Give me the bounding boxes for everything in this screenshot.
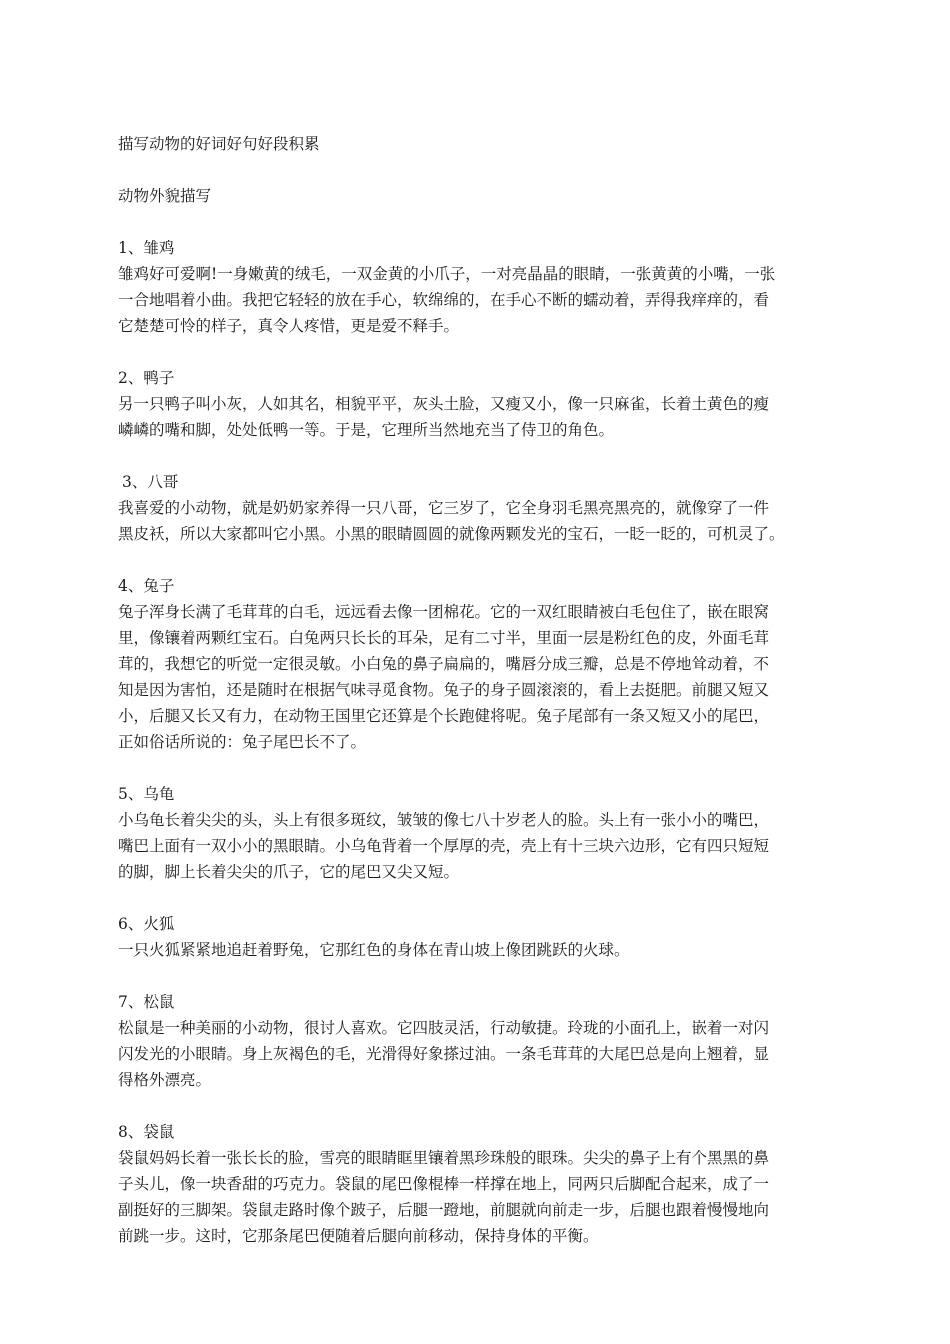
entry-body-line: 的脚，脚上长着尖尖的爪子，它的尾巴又尖又短。 (118, 863, 460, 881)
entry-block (118, 469, 838, 547)
entry-body-line: 小乌龟长着尖尖的头，头上有很多斑纹，皱皱的像七八十岁老人的脸。头上有一张小小的嘴巴， (118, 811, 770, 829)
entry-body (118, 937, 838, 963)
entry-heading: 4、兔子 (118, 577, 175, 595)
entry-list (118, 235, 838, 1249)
entry-heading: 6、火狐 (118, 915, 175, 933)
entry-body-line: 茸的，我想它的听觉一定很灵敏。小白兔的鼻子扁扁的，嘴唇分成三瓣，总是不停地耸动着，不 (118, 655, 770, 673)
entry-body-line: 松鼠是一种美丽的小动物，很讨人喜欢。它四肢灵活，行动敏捷。玲珑的小面孔上，嵌着一对闪 (118, 1019, 770, 1037)
entry-body-line: 闪发光的小眼睛。身上灰褐色的毛，光滑得好象搽过油。一条毛茸茸的大尾巴总是向上翘着，显 (118, 1045, 770, 1063)
entry-block (118, 989, 838, 1093)
entry-body-line: 知是因为害怕，还是随时在根据气味寻觅食物。兔子的身子圆滚滚的，看上去挺肥。前腿又短又 (118, 681, 770, 699)
entry-body-line: 前跳一步。这时，它那条尾巴便随着后腿向前移动，保持身体的平衡。 (118, 1227, 599, 1245)
entry-heading: 5、乌龟 (118, 785, 175, 803)
entry-body (118, 807, 838, 885)
entry-block (118, 781, 838, 885)
entry-body-line: 一合地唱着小曲。我把它轻轻的放在手心，软绵绵的，在手心不断的蠕动着，弄得我痒痒的，看 (118, 291, 770, 309)
entry-body-line: 黑皮袄，所以大家都叫它小黑。小黑的眼睛圆圆的就像两颗发光的宝石，一眨一眨的，可机灵了。 (118, 525, 785, 543)
entry-body-line: 袋鼠妈妈长着一张长长的脸，雪亮的眼睛眶里镶着黑珍珠般的眼珠。尖尖的鼻子上有个黑黑的鼻 (118, 1149, 770, 1167)
entry-body-line: 一只火狐紧紧地追赶着野兔，它那红色的身体在青山坡上像团跳跃的火球。 (118, 941, 630, 959)
entry-body-line: 另一只鸭子叫小灰，人如其名，相貌平平，灰头土脸，又瘦又小，像一只麻雀，长着土黄色的瘦 (118, 395, 770, 413)
entry-block (118, 365, 838, 443)
entry-body-line: 得格外漂亮。 (118, 1071, 212, 1089)
entry-body-line: 子头儿，像一块香甜的巧克力。袋鼠的尾巴像棍棒一样撑在地上，同两只后脚配合起来，成了一 (118, 1175, 770, 1193)
entry-body-line: 嶙嶙的嘴和脚，处处低鸭一等。于是，它理所当然地充当了侍卫的角色。 (118, 421, 615, 439)
entry-body (118, 1015, 838, 1093)
entry-heading: 7、松鼠 (118, 993, 175, 1011)
entry-heading: 2、鸭子 (118, 369, 175, 387)
entry-body-line: 小，后腿又长又有力，在动物王国里它还算是个长跑健将呢。兔子尾部有一条又短又小的尾巴， (118, 707, 770, 725)
entry-body-line: 里，像镶着两颗红宝石。白兔两只长长的耳朵，足有二寸半，里面一层是粉红色的皮，外面毛茸 (118, 629, 770, 647)
entry-body (118, 599, 838, 755)
entry-block (118, 1119, 838, 1249)
document-content (118, 131, 838, 1275)
entry-body (118, 391, 838, 443)
entry-body-line: 它楚楚可怜的样子，真令人疼惜，更是爱不释手。 (118, 317, 460, 335)
entry-body-line: 我喜爱的小动物，就是奶奶家养得一只八哥，它三岁了，它全身羽毛黑亮黑亮的，就像穿了一件 (118, 499, 770, 517)
entry-body-line: 嘴巴上面有一双小小的黑眼睛。小乌龟背着一个厚厚的壳，壳上有十三块六边形，它有四只短短 (118, 837, 770, 855)
entry-heading: 1、雏鸡 (118, 239, 175, 257)
entry-body-line: 雏鸡好可爱啊!一身嫩黄的绒毛，一双金黄的小爪子，一对亮晶晶的眼睛，一张黄黄的小嘴，一张 (118, 265, 776, 283)
document-title: 描写动物的好词好句好段积累 (118, 135, 320, 153)
entry-heading: 3、八哥 (122, 473, 179, 491)
entry-body (118, 1145, 838, 1249)
entry-block (118, 911, 838, 963)
entry-block (118, 235, 838, 339)
entry-body-line: 兔子浑身长满了毛茸茸的白毛，远远看去像一团棉花。它的一双红眼睛被白毛包住了，嵌在眼窝 (118, 603, 770, 621)
entry-body-line: 正如俗话所说的：兔子尾巴长不了。 (118, 733, 367, 751)
entry-block (118, 573, 838, 755)
entry-body (118, 495, 838, 547)
section-heading: 动物外貌描写 (118, 187, 212, 205)
entry-body-line: 副挺好的三脚架。袋鼠走路时像个跛子，后腿一蹬地，前腿就向前走一步，后腿也跟着慢慢地向 (118, 1201, 770, 1219)
entry-body (118, 261, 838, 339)
entry-heading: 8、袋鼠 (118, 1123, 175, 1141)
